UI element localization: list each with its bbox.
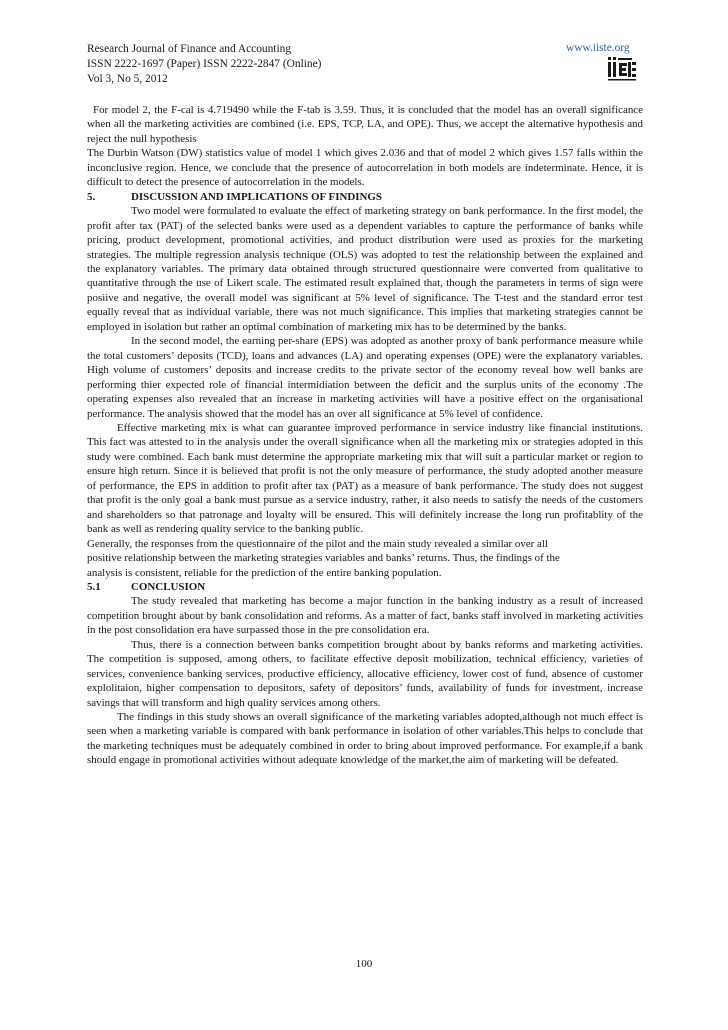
paragraph-effective-marketing: Effective marketing mix is what can guarantee improved performance in service industry like financial institutions. This fact was attested to in the analysis under the overall significance when all the marketing mix or strategies adopted in this study were combined. Each bank must determine the appropriate marketing mix that will suit a particular market or region to ensure high return. Since it is believed that profit is not the only measure of performance, the study adopted another measure of performance, the EPS in addition to profit after tax (PAT) as a measure of bank performance. The study does not suggest that profit is the only goal a bank must pursue as a service industry, rather, it also needs to satisfy the needs of the customers and shareholders so that patronage and loyalty will be ensured. This will definitely increase the long run profitablity of the bank as well as rendering quality service to the banking public. [87,421,643,536]
generally-line-2: positive relationship between the marketing strategies variables and banks’ returns. Thus, the findings of the [87,552,560,565]
issn-line: ISSN 2222-1697 (Paper) ISSN 2222-2847 (Online) [87,58,322,70]
paragraph-second-model: In the second model, the earning per-share (EPS) was adopted as another proxy of bank performance measure while the total customers’ deposits (TCD), loans and advances (LA) and operating expenses (OPE) were the explanatory variables. High volume of customers’ deposits and increase credits to the private sector of the economy reveal how well banks are performing thier expected role of financial intermidiation between the deficit and the surplus units of the economy .The operating expenses also revealed that an increase in marketing activities will have a positive effect on the organisational performance. The analysis showed that the model has an over all significance at 5% level of confidence. [87,335,643,420]
journal-name: Research Journal of Finance and Accounting [87,43,292,55]
paragraph-model2-fcal: For model 2, the F-cal is 4.719490 while the F-tab is 3.59. Thus, it is concluded that the model has an overall significance when all the marketing activities are combined (i.e. EPS, TCP, LA, and OPE). Thus, we accept the alternative hypothesis and reject the null hypothesis [87,104,643,145]
generally-line-3: analysis is consistent, reliable for the prediction of the entire banking population. [87,566,442,579]
journal-url-link[interactable]: www.iiste.org [566,42,630,54]
section-5-number: 5. [87,190,96,203]
paragraph-first-model: Two model were formulated to evaluate the effect of marketing strategy on bank performance. In the first model, the profit after tax (PAT) of the selected banks were used as a dependent variables to capture the performance of banks while pricing, product development, promotional activities, and product distribution were used as proxies for the marketing strategies. The multiple regression analysis technique (OLS) was adopted to test the relationship between the explained and the explanatory variables. The primary data obtained through structured questionnaire were converted from qualitative to quantitative through the use of Likert scale. The estimated result explained that, though the parameters in terms of sign were posiive and negative, the overall model was significant at 5% level of significance. The T-test and the standard error test equally reveal that as individual variable, there was not much significance. This implies that marketing strategies cannot be employed in isolation but rather an optimal combination of marketing mix has to be determined by the banks. [87,205,643,333]
paragraph-generally [87,537,643,580]
section-5-heading [87,190,643,204]
section-5-1-number: 5.1 [87,580,101,593]
paragraph-durbin-watson: The Durbin Watson (DW) statistics value of model 1 which gives 2.036 and that of model 2 which gives 1.57 falls within the inconclusive region. Hence, we conclude that the presence of autocorrelation in both models are indeterminate. Hence, it is difficult to detect the presence of autocorrelation in the models. [87,147,643,189]
section-5-1-title: CONCLUSION [131,580,206,593]
section-5-title: DISCUSSION AND IMPLICATIONS OF FINDINGS [131,190,382,203]
page-number: 100 [355,958,373,970]
generally-line-1: Generally, the responses from the questionnaire of the pilot and the main study revealed a similar over all [87,537,548,550]
iiste-logo-icon [606,57,638,83]
section-5-1-heading [87,580,643,594]
paragraph-conclusion-2: Thus, there is a connection between banks competition brought about by banks reforms and marketing activities. The competition is supposed, among others, to facilitate effective deposit mobilization, technical efficiency, varieties of services, convenience banking services, productive efficiency, allocative efficiency, lower cost of fund, absence of customer explolitaion, higher compensation to depositors, safety of depositors’ funds, availability of funds for investment, increase savings that will transform and high quality services among others. [87,638,643,709]
paragraph-conclusion-1: The study revealed that marketing has become a major function in the banking industry as a result of increased competition brought about by bank consolidation and reforms. As a matter of fact, banks staff involved in marketing activities in the post consolidation era have surpassed those in the pre consolidation era. [87,595,643,637]
paragraph-conclusion-3: The findings in this study shows an overall significance of the marketing variables adopted,although not much effect is seen when a marketing variable is compared with bank performance in isolation of other variables.This helps to conclude that the marketing techniques must be adequately combined in order to bring about improved performance. For example,if a bank should engage in promotional activities without adequate knowledge of the market,the aim of marketing will be defeated. [87,711,643,767]
volume-line: Vol 3, No 5, 2012 [87,73,168,85]
body-text [87,103,643,768]
